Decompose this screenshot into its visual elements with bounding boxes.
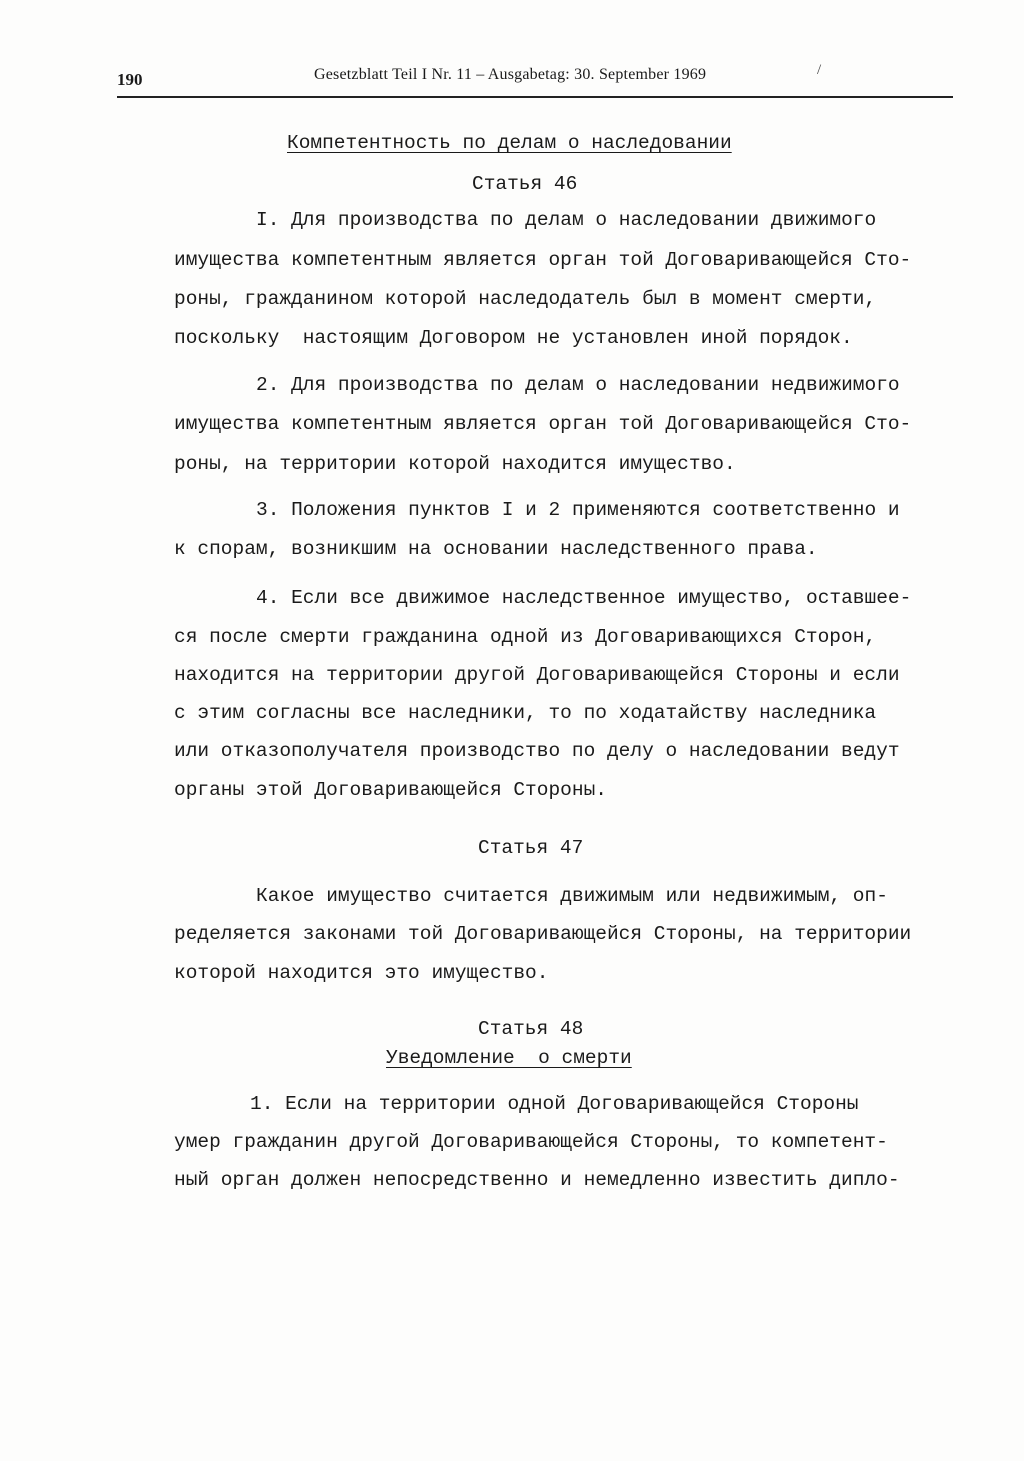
article-46-p2-line-1: 2. Для производства по делам о наследовании недвижимого (256, 374, 900, 396)
article-46-p4-line-6: органы этой Договаривающейся Стороны. (174, 779, 607, 801)
article-46-p1-line-1: I. Для производства по делам о наследовании движимого (256, 209, 877, 231)
article-46-p1-line-2: имущества компетентным является орган той Договаривающейся Сто- (174, 249, 912, 271)
article-46-p4-line-2: ся после смерти гражданина одной из Договаривающихся Сторон, (174, 626, 877, 648)
article-46-title: Статья 46 (472, 173, 578, 195)
article-48-p1-line-3: ный орган должен непосредственно и немедленно известить дипло- (174, 1169, 900, 1191)
article-46-p1-line-3: роны, гражданином которой наследодатель был в момент смерти, (174, 288, 877, 310)
article-46-p2-line-3: роны, на территории которой находится имущество. (174, 453, 736, 475)
article-46-p4-line-5: или отказополучателя производство по делу о наследовании ведут (174, 740, 900, 762)
article-47-p1-line-1: Какое имущество считается движимым или недвижимым, оп- (256, 885, 888, 907)
article-46-p3-line-1: 3. Положения пунктов I и 2 применяются соответственно и (256, 499, 900, 521)
page-number: 190 (117, 70, 143, 89)
margin-mark: / (817, 62, 822, 78)
article-47-title: Статья 47 (478, 837, 584, 859)
running-title: Gesetzblatt Teil I Nr. 11 – Ausgabetag: 30. September 1969 (314, 66, 707, 83)
article-46-p4-line-1: 4. Если все движимое наследственное имущество, оставшее- (256, 587, 912, 609)
article-46-p4-line-3: находится на территории другой Договаривающейся Стороны и если (174, 664, 900, 686)
article-46-p2-line-2: имущества компетентным является орган той Договаривающейся Сто- (174, 413, 912, 435)
page-header (117, 60, 953, 98)
article-48-p1-line-1: 1. Если на территории одной Договаривающейся Стороны (250, 1093, 859, 1115)
article-48-subtitle: Уведомление о смерти (386, 1047, 632, 1069)
article-46-p1-line-4: поскольку настоящим Договором не установлен иной порядок. (174, 327, 853, 349)
article-48-p1-line-2: умер гражданин другой Договаривающейся Стороны, то компетент- (174, 1131, 888, 1153)
article-46-p3-line-2: к спорам, возникшим на основании наследственного права. (174, 538, 818, 560)
article-48-title: Статья 48 (478, 1018, 584, 1040)
article-47-p1-line-3: которой находится это имущество. (174, 962, 549, 984)
article-46-p4-line-4: с этим согласны все наследники, то по ходатайству наследника (174, 702, 877, 724)
article-47-p1-line-2: ределяется законами той Договаривающейся Стороны, на территории (174, 923, 912, 945)
section-heading: Компетентность по делам о наследовании (287, 132, 732, 154)
